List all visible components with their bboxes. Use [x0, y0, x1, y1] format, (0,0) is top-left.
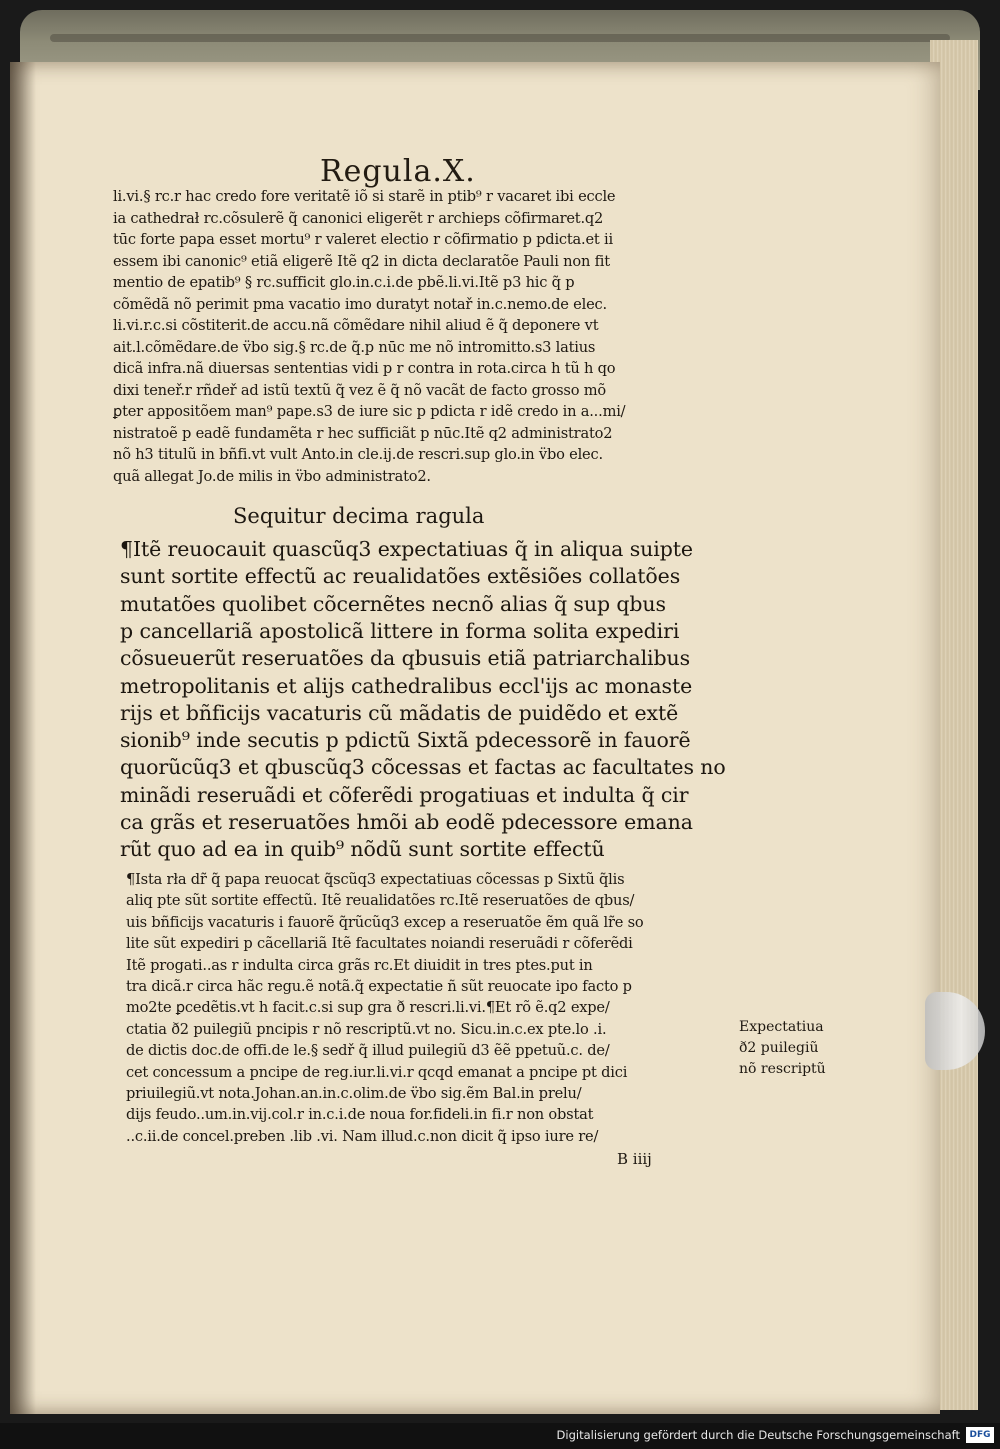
commentary-bottom-line: de dictis doc.de offi.de le.§ sedř q̃ illud puilegiũ d3 ẽẽ ppetuũ.c. de/ [126, 1042, 610, 1060]
rule-text-line: mutatões quolibet cõcernẽtes necnõ alias q̃ sup qbus [120, 591, 666, 616]
commentary-bottom-line: cet concessum a pncipe de reg.iur.li.vi.r qcqd emanat a pncipe pt dici [126, 1063, 628, 1081]
commentary-bottom-line: uis bñficijs vacaturis i fauorẽ q̃rũcũq3 excep a reseruatõe ẽm quã lr̃e so [126, 913, 644, 931]
commentary-bottom-line: ctatia ð2 puilegiũ pncipis r nõ rescriptũ.vt no. Sicu.in.c.ex pte.lo .i. [126, 1020, 607, 1038]
rule-text-line: metropolitanis et alijs cathedralibus eccl'ijs ac monaste [120, 673, 693, 698]
running-head: Regula.X. [320, 154, 476, 189]
gutter-shadow [10, 62, 36, 1414]
commentary-bottom-line: ¶Ista rła dr̃ q̃ papa reuocat q̃scũq3 expectatiuas cõcessas p Sixtũ q̃lis [126, 871, 625, 888]
commentary-bottom-line: ..c.ii.de concel.preben .lib .vi. Nam illud.c.non dicit q̃ ipso iure re/ [126, 1127, 599, 1145]
book-band [50, 34, 950, 42]
commentary-top-line: li.vi.r.c.si cõstiterit.de accu.nã cõmẽdare nihil aliud ẽ q̃ deponere vt [113, 317, 599, 334]
commentary-bottom-line: dijs feudo..um.in.vij.col.r in.c.i.de noua for.fideli.in fi.r non obstat [126, 1106, 594, 1124]
marginal-note-line: ð2 puilegiũ [739, 1040, 819, 1056]
rule-text-line: sionib⁹ inde secutis p pdictũ Sixtã pdecessorẽ in fauorẽ [120, 728, 691, 753]
rule-text-line: ¶Itẽ reuocauit quascũq3 expectatiuas q̃ in aliqua suipte [120, 537, 693, 561]
commentary-top-line: mentio de epatib⁹ § rc.sufficit glo.in.c.i.de pbẽ.li.vi.Itẽ p3 hic q̃ p [113, 274, 575, 291]
commentary-top-line: ait.l.cõmẽdare.de v̈bo sig.§ rc.de q̃.p nūc me nõ intromitto.s3 latius [113, 338, 596, 356]
rule-text-line: minãdi reseruãdi et cõferẽdi progatiuas et indulta q̃ cir [120, 782, 689, 807]
marginal-note-line: Expectatiua [739, 1019, 824, 1035]
commentary-top-line: dixi teneř.r rñdeř ad istũ textũ q̃ vez ẽ q̃ nõ vacãt de facto grosso mõ [113, 381, 606, 399]
rule-text-line: quorũcũq3 et qbuscũq3 cõcessas et factas ac facultates no [120, 755, 726, 780]
commentary-top-line: dicã infra.nã diuersas sententias vidi p r contra in rota.circa h tũ h qo [113, 360, 616, 377]
rule-text-line: rũt quo ad ea in quib⁹ nõdũ sunt sortite effectũ [120, 837, 605, 862]
commentary-bottom-line: lite sũt expediri p cãcellariã Itẽ facultates noiandi reseruãdi r cõferẽdi [126, 935, 633, 953]
rule-text-line: rijs et bñficijs vacaturis cũ mãdatis de puidẽdo et extẽ [120, 700, 679, 725]
commentary-bottom-line: Itẽ progati..as r indulta circa grãs rc.Et diuidit in tres ptes.put in [126, 956, 593, 974]
commentary-bottom-line: mo2te ꝑcedẽtis.vt h facit.c.si sup gra ð rescri.li.vi.¶Et rõ ẽ.q2 expe/ [126, 999, 610, 1017]
signature-mark: B iiij [617, 1150, 652, 1168]
footer-credit: Digitalisierung gefördert durch die Deutsche Forschungsgemeinschaft [556, 1428, 960, 1442]
commentary-top-line: li.vi.§ rc.r hac credo fore veritatẽ iõ si starẽ in ptib⁹ r vacaret ibi eccle [113, 188, 616, 205]
dfg-logo-icon: DFG [966, 1427, 994, 1443]
rule-text-line: ca grãs et reseruatões hmõi ab eodẽ pdecessore emana [120, 810, 693, 834]
marginal-note-line: nõ rescriptũ [739, 1061, 826, 1077]
commentary-top-line: ꝑter appositõem man⁹ pape.s3 de iure sic p pdicta r idẽ credo in a...mi/ [113, 403, 626, 420]
commentary-top-line: quã allegat Jo.de milis in v̈bo administrato2. [113, 467, 431, 485]
commentary-top-line: nistratoẽ p eadẽ fundamẽta r hec sufficiãt p nūc.Itẽ q2 administrato2 [113, 424, 613, 442]
rule-text-line: p cancellariã apostolicã littere in forma solita expediri [120, 618, 680, 643]
commentary-bottom-line: aliq pte sũt sortite effectũ. Itẽ reualidatões rc.Itẽ reseruatões de qbus/ [126, 892, 635, 910]
commentary-bottom-line: priuilegiũ.vt nota.Johan.an.in.c.olim.de v̈bo sig.ẽm Bal.in prelu/ [126, 1085, 582, 1102]
rule-text-line: cõsueuerũt reseruatões da qbusuis etiã patriarchalibus [120, 646, 691, 671]
commentary-top-line: ia cathedrał rc.cõsulerẽ q̃ canonici eligerẽt r archieps cõfirmaret.q2 [113, 209, 604, 227]
rule-text-line: sunt sortite effectũ ac reualidatões extẽsiões collatões [120, 564, 681, 589]
commentary-top-line: tūc forte papa esset mortu⁹ r valeret electio r cõfirmatio p pdicta.et ii [113, 231, 613, 248]
commentary-top-line: nõ h3 titulũ in bñfi.vt vult Anto.in cle.ij.de rescri.sup glo.in v̈bo elec. [113, 446, 603, 463]
commentary-bottom-line: tra dicã.r circa hãc regu.ẽ notã.q̃ expectatie ñ sũt reuocate ipo facto p [126, 978, 632, 995]
commentary-top-line: essem ibi canonic⁹ etiã eligerẽ Itẽ q2 in dicta declaratõe Pauli non fit [113, 252, 610, 270]
section-title: Sequitur decima ragula [233, 504, 485, 528]
commentary-top-line: cõmẽdã nõ perimit pma vacatio imo duratyt notař in.c.nemo.de elec. [113, 295, 607, 313]
